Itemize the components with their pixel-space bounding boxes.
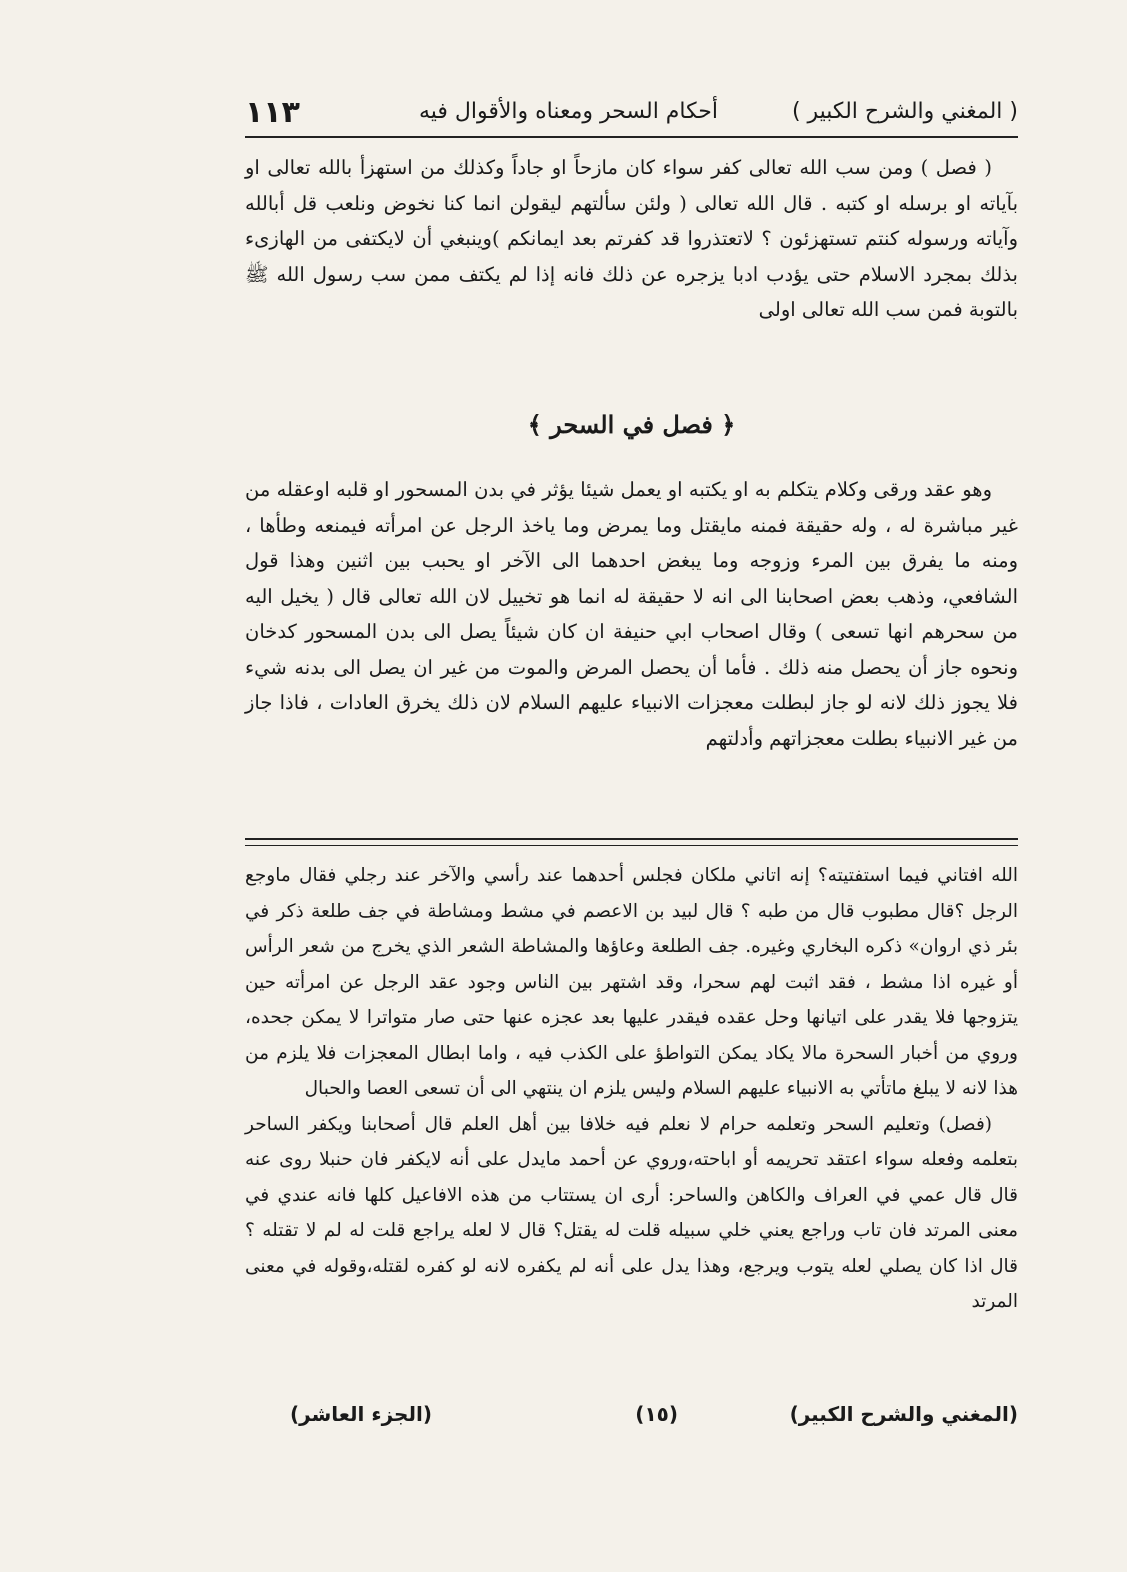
main-text-section-1 [245,150,1018,328]
footer-signature-number: (١٥) [635,1402,678,1426]
main-text-section-2 [245,472,1018,756]
page-footer [290,1402,1018,1436]
running-header [245,95,1018,133]
header-chapter-title: أحكام السحر ومعناه والأقوال فيه [418,99,718,124]
page-number: ١١٣ [245,95,300,130]
section-heading: ﴿ فصل في السحر ﴾ [527,410,736,439]
paragraph-definition-of-magic: وهو عقد ورقى وكلام يتكلم به او يكتبه او يعمل شيئا يؤثر في بدن المسحور او قلبه اوعقله من غير مباشرة له ، وله حقيقة فمنه مايقتل وما يمرض وما ياخذ الرجل عن امرأته فيمنعه وطأها ، ومنه ما يفرق بين المرء وزوجه وما يبغض احدهما الى الآخر او يحبب بين اثنين وهذا قول الشافعي، وذهب بعض اصحابنا الى انه لا حقيقة له انما هو تخييل لان الله تعالى قال ( يخيل اليه من سحرهم انها تسعى ) وقال اصحاب ابي حنيفة ان كان شيئاً يصل الى بدن المسحور كدخان ونحوه جاز أن يحصل منه ذلك . فأما أن يحصل المرض والموت من غير ان يصل الى بدنه شيء فلا يجوز ذلك لانه لو جاز لبطلت معجزات الانبياء عليهم السلام لان ذلك يخرق العادات ، فاذا جاز من غير الانبياء بطلت معجزاتهم وأدلتهم [245,478,1018,750]
paragraph-insult-ruling: ( فصل ) ومن سب الله تعالى كفر سواء كان مازحاً او جاداً وكذلك من استهزأ بالله تعالى او بآياته او برسله او كتبه . قال الله تعالى ( ولئن سألتهم ليقولن انما كنا نخوض ونلعب قل أبالله وآياته ورسوله كنتم تستهزئون ؟ لاتعتذروا قد كفرتم بعد ايمانكم )وينبغي أن لايكتفى من الهازىء بذلك بمجرد الاسلام حتى يؤدب ادبا يزجره عن ذلك فانه إذا لم يكتف ممن سب رسول الله ﷺ بالتوبة فمن سب الله تعالى اولى [245,156,1018,321]
footer-volume: (الجزء العاشر) [290,1402,432,1426]
commentary-paragraph-1: الله افتاني فيما استفتيته؟ إنه اتاني ملكان فجلس أحدهما عند رأسي والآخر عند رجلي فقال ماوجع الرجل ؟قال مطبوب قال من طبه ؟ قال لبيد بن الاعصم في مشط ومشاطة في جف طلعة ذكر في بئر ذي اروان» ذكره البخاري وغيره. جف الطلعة وعاؤها والمشاطة الشعر الذي يخرج من شعر الرأس أو غيره اذا مشط ، فقد اثبت لهم سحرا، وقد اشتهر بين الناس وجود عقد الرجل عن امرأته حين يتزوجها فلا يقدر على اتيانها وحل عقده فيقدر عليها بعد عجزه عنها حتى صار متواترا لا يمكن جحده، وروي من أخبار السحرة مالا يكاد يمكن التواطؤ على الكذب فيه ، واما ابطال المعجزات فلا يلزم من هذا لانه لا يبلغ ماتأتي به الانبياء عليهم السلام وليس يلزم ان ينتهي الى أن تسعى العصا والحبال [245,865,1018,1099]
footer-book-title: (المغني والشرح الكبير) [789,1402,1018,1426]
commentary-text [245,858,1018,1320]
commentary-paragraph-2: (فصل) وتعليم السحر وتعلمه حرام لا نعلم فيه خلافا بين أهل العلم قال أصحابنا ويكفر الساحر بتعلمه وفعله سواء اعتقد تحريمه أو اباحته،وروي عن أحمد مايدل على أنه لايكفر فان حنبلا روى عنه قال قال عمي في العراف والكاهن والساحر: أرى ان يستتاب من هذه الافاعيل كلها فانه عندي في معنى المرتد فان تاب وراجع يعني خلي سبيله قلت له يقتل؟ قال لا لعله يراجع قلت له لم لا تقتله ؟ قال اذا كان يصلي لعله يتوب ويرجع، وهذا يدل على أنه لم يكفره لانه لو كفره لقتله،وقوله في معنى المرتد [245,1113,1018,1312]
footnote-separator [245,838,1018,846]
header-rule [245,136,1018,138]
header-book-title: ( المغني والشرح الكبير ) [791,99,1018,124]
